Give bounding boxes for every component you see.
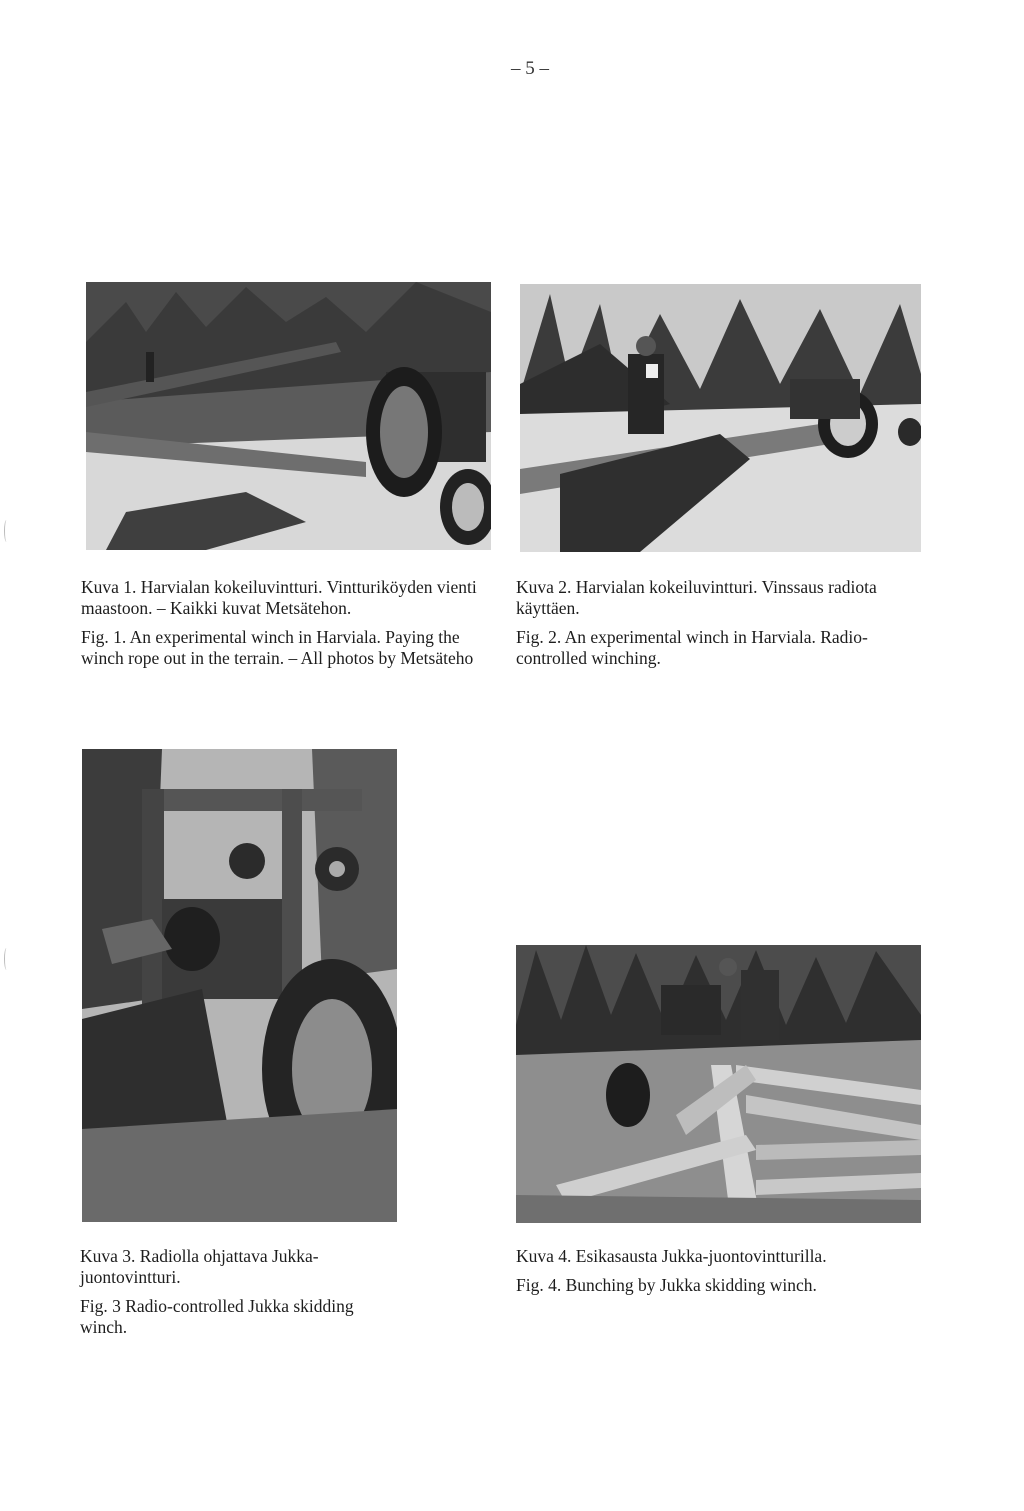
- caption-figure-2-english: Fig. 2. An experimental winch in Harviala. Radio-controlled winching.: [516, 627, 868, 668]
- caption-figure-3-english: Fig. 3 Radio-controlled Jukka skidding winch.: [80, 1296, 354, 1337]
- scan-margin-mark: [4, 520, 9, 542]
- caption-figure-1-english: Fig. 1. An experimental winch in Harviala. Paying the winch rope out in the terrain. – All photos by Metsäteho: [81, 627, 474, 668]
- scan-margin-mark: [4, 948, 9, 970]
- photo-2-radio-winching: [520, 284, 921, 552]
- caption-figure-3: [80, 1246, 380, 1338]
- caption-figure-1-finnish: Kuva 1. Harvialan kokeiluvintturi. Vintturiköyden vienti maastoon. – Kaikki kuvat Metsätehon.: [81, 577, 477, 618]
- photo-4-bunching-logs: [516, 945, 921, 1223]
- caption-figure-4-finnish: Kuva 4. Esikasausta Jukka-juontovintturilla.: [516, 1246, 827, 1266]
- photo-1-tractor-winch: [86, 282, 491, 550]
- caption-figure-4: [516, 1246, 928, 1296]
- caption-figure-3-finnish: Kuva 3. Radiolla ohjattava Jukka-juontovintturi.: [80, 1246, 319, 1287]
- photo-3-jukka-winch: [82, 749, 397, 1222]
- caption-figure-4-english: Fig. 4. Bunching by Jukka skidding winch.: [516, 1275, 817, 1295]
- caption-figure-2-finnish: Kuva 2. Harvialan kokeiluvintturi. Vinssaus radiota käyttäen.: [516, 577, 877, 618]
- caption-figure-2: [516, 577, 928, 669]
- page-number: – 5 –: [511, 58, 549, 79]
- caption-figure-1: [81, 577, 493, 669]
